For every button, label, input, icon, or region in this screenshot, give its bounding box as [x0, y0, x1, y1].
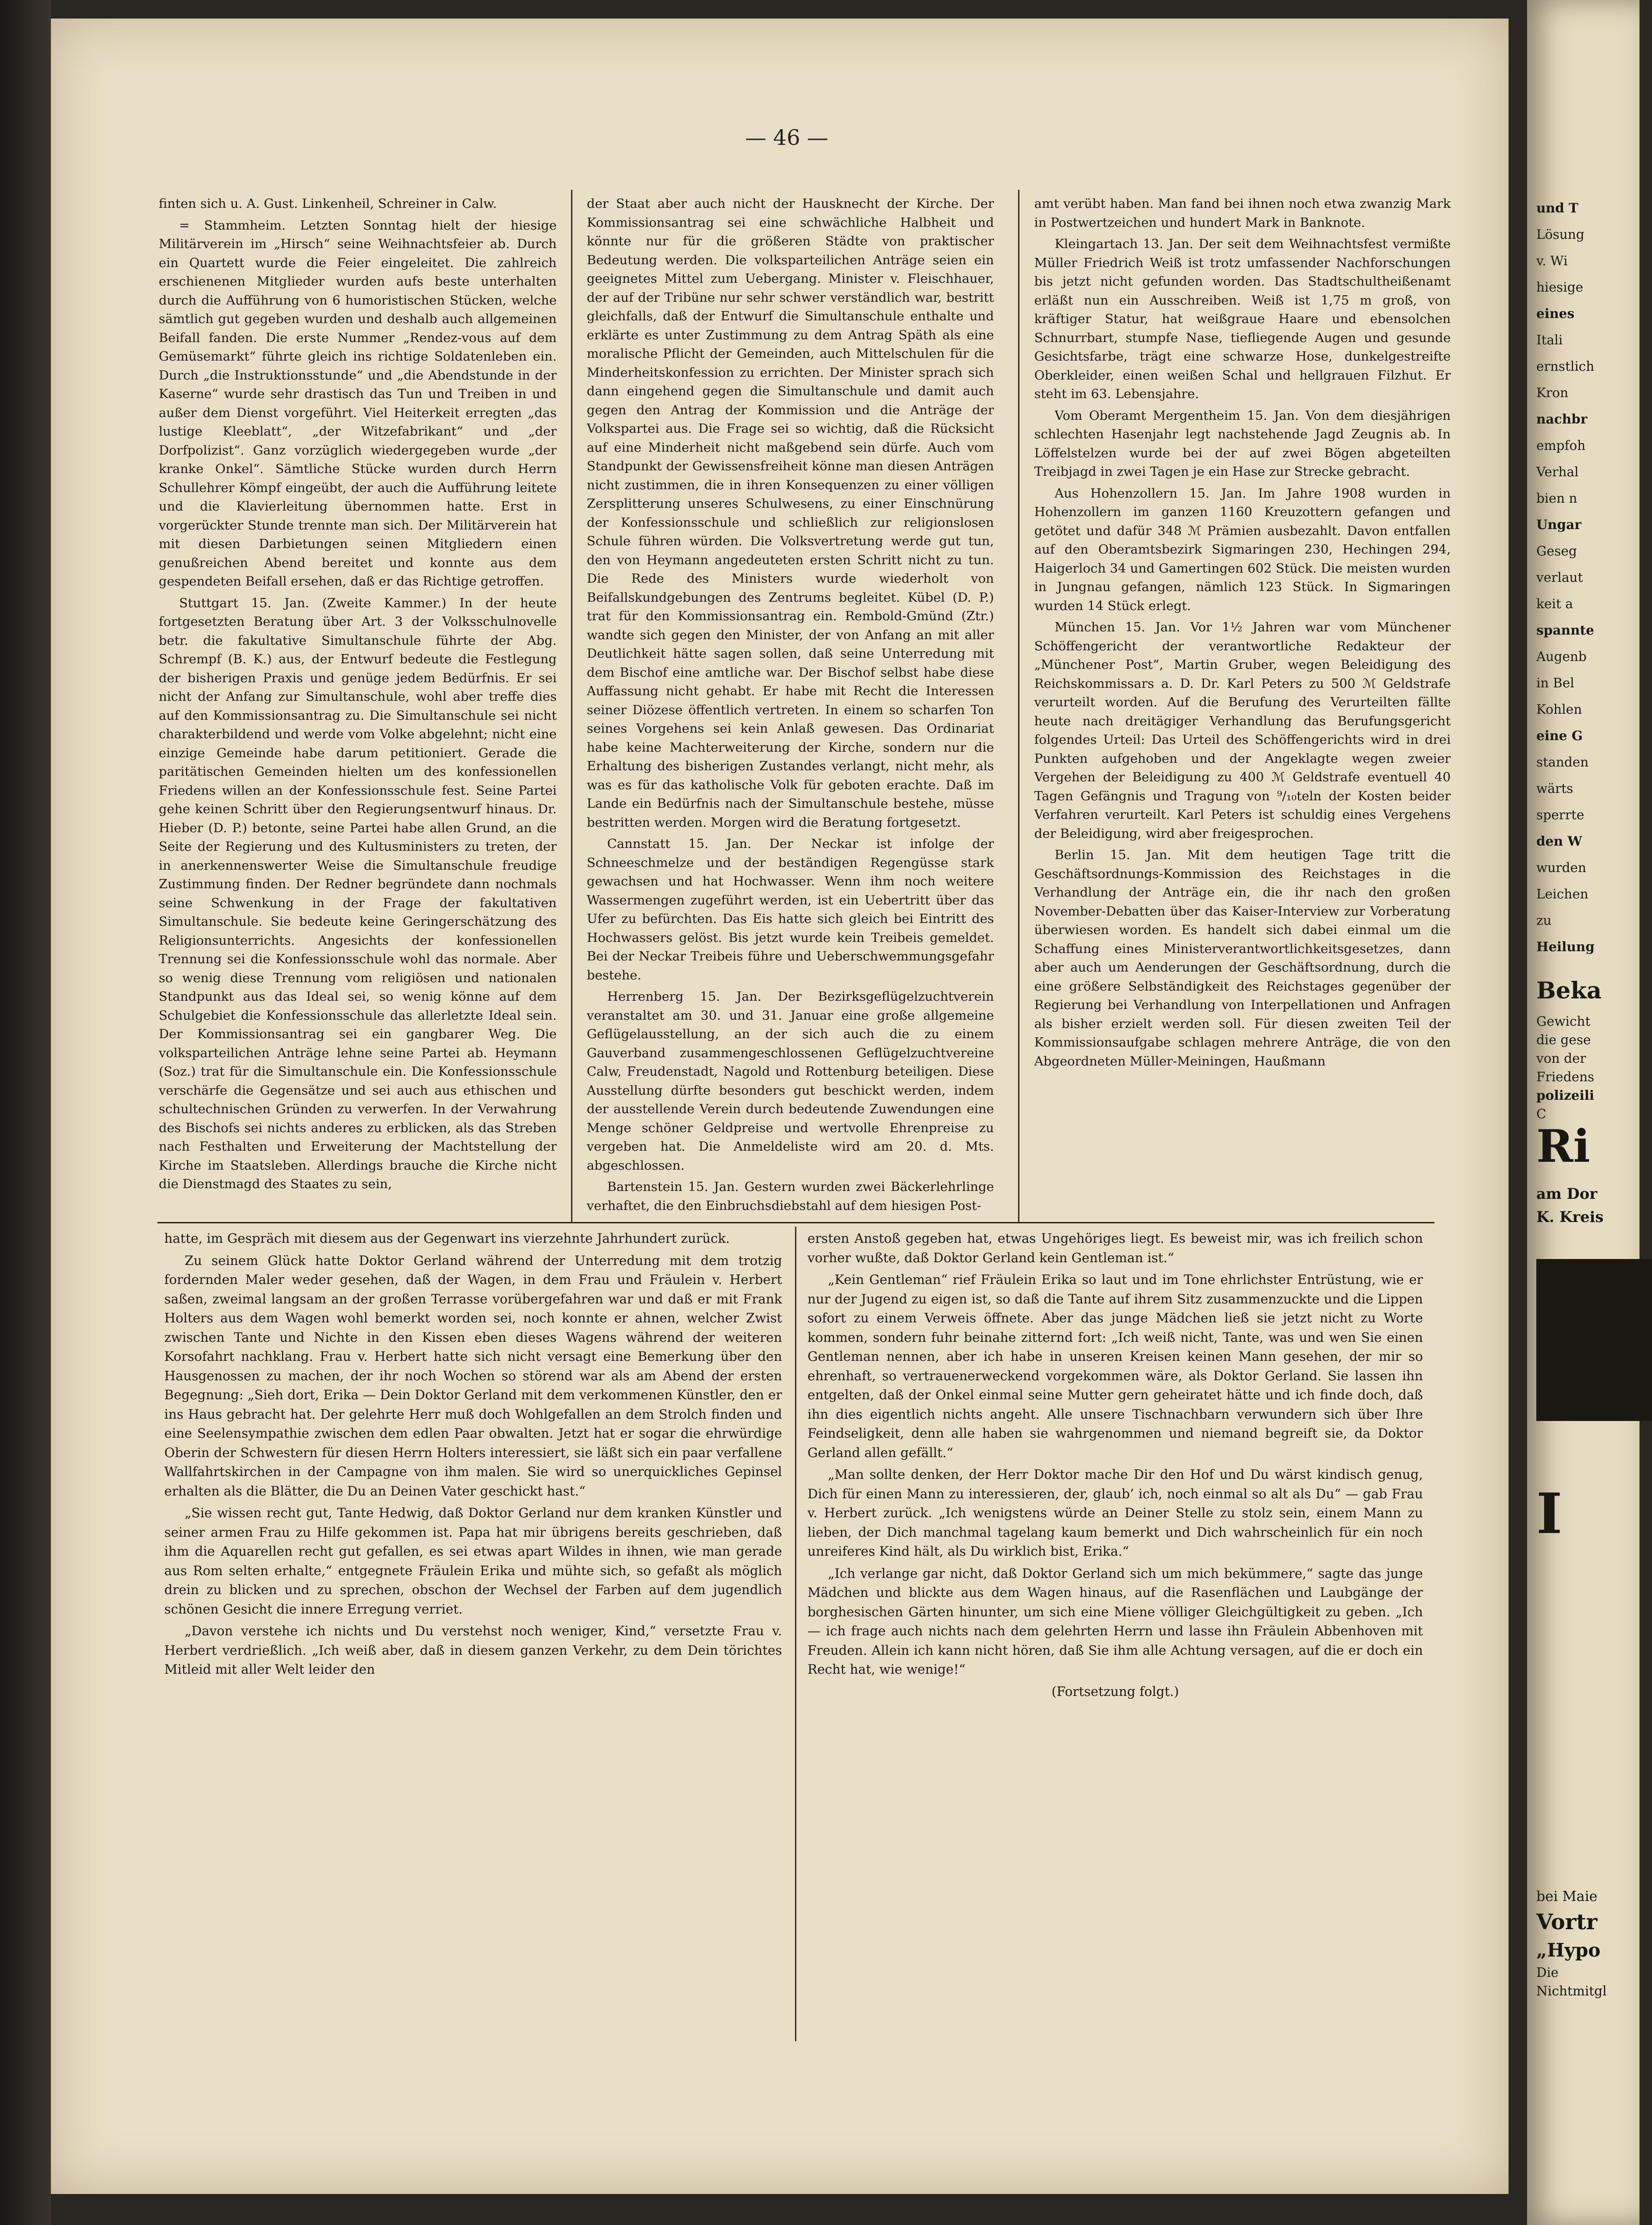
facing-ad-fragment: Vortr: [1536, 1909, 1597, 1934]
article-stuttgart: Stuttgart 15. Jan. (Zweite Kammer.) In der heute fortgesetzten Beratung über Art. 3 der Volksschulnovelle betr. die fakultative Simultanschule führte der Abg. Schrempf (B. K.) aus, der Entwurf bedeute die Festlegung der bisherigen Praxis und genüge jedem Bedürfnis. Er sei nicht der Anfang zur Simultanschule, wohl aber treffe dies auf den Kommissionsantrag zu. Die Simultanschule sei nicht charakterbildend und werde vom Volke abgelehnt; nicht eine einzige Gemeinde habe darum petitioniert. Gerade die paritätischen Gemeinden hielten um des konfessionellen Friedens willen an der Konfessionsschule fest. Seine Partei gehe keinen Schritt über den Regierungsentwurf hinaus. Dr. Hieber (D. P.) betonte, seine Partei habe allen Grund, an die Seite der Regierung und des Kultusministers zu treten, der in anerkennenswerter Weise die Simultanschule freudige Zustimmung finden. Der Redner begründete dann nochmals seine Schwenkung in der Frage der fakultativen Simultanschule. Sie bedeute keine Geringerschätzung des Religionsunterrichts. Angesichts der konfessionellen Trennung sei die Konfessionsschule wohl das normale. Aber so wenig diese Trennung vom religiösen und nationalen Standpunkt aus das Ideal sei, so wenig könne auf dem Schulgebiet die Konfessionsschule das allerletzte Ideal sein. Der Kommissionsantrag sei ein gangbarer Weg. Die volksparteilichen Anträge lehne seine Partei ab. Heymann (Soz.) trat für die Simultanschule ein. Die Konfessionsschule verschärfe die Gegensätze und sei auch aus ethischen und schultechnischen Gründen zu verwerfen. In der Verwahrung des Bischofs sei nichts anderes zu erblicken, als das Streben nach Festhalten und Erweiterung der Machtstellung der Kirche im Staatsleben. Allerdings brauche die Kirche nicht die Dienstmagd des Staates zu sein,: [159, 595, 557, 1191]
article-stammheim: = Stammheim. Letzten Sonntag hielt der hiesige Militärverein im „Hirsch“ seine Weihnachtsfeier ab. Durch ein Quartett wurde die Feier eingeleitet. Die zahlreich erschienenen Mitglieder wurden aufs beste unterhalten durch die Aufführung von 6 humoristischen Stücken, welche sämtlich gut gegeben wurden und deshalb auch allgemeinen Beifall fanden. Die erste Nummer „Rendez-vous auf dem Gemüsemarkt“ führte gleich ins richtige Soldatenleben ein. Durch „die Instruktionsstunde“ und „die Abendstunde in der Kaserne“ wurde sehr drastisch das Tun und Treiben in und außer dem Dienst vorgeführt. Viel Heiterkeit erregten „das lustige Kleeblatt“, „der Witzefabrikant“ und „der Dorfpolizist“. Ganz vorzüglich wiedergegeben wurde „der kranke Onkel“. Sämtliche Stücke wurden durch Herrn Schullehrer Kömpf eingeübt, der auch die Aufführung leitete und die Klavierleitung übernommen hatte. Erst in vorgerückter Stunde trennte man sich. Der Militärverein hat mit diesen Darbietungen seinen Mitgliedern einen genußreichen Abend bereitet und konnte aus dem gespendeten Beifall ersehen, daß er das Richtige getroffen.: [159, 218, 557, 589]
facing-page: [1527, 0, 1640, 2225]
article-mergentheim: Vom Oberamt Mergentheim 15. Jan. Von dem diesjährigen schlechten Hasenjahr legt nachstehende Jagd Zeugnis ab. In Löffelstelzen wurde bei der auf zwei Bögen abgeteilten Treibjagd in zwei Tagen je ein Hase zur Strecke gebracht.: [1034, 408, 1451, 479]
facing-page-line: eines: [1536, 306, 1575, 321]
story-paragraph: hatte, im Gespräch mit diesem aus der Gegenwart ins vierzehnte Jahrhundert zurück.: [164, 1231, 730, 1246]
article-berlin: Berlin 15. Jan. Mit dem heutigen Tage tritt die Geschäftsordnungs-Kommission des Reichstages in die Verhandlung der Anträge ein, die ihr nach den großen November-Debatten über das Kaiser-Interview zur Vorberatung überwiesen worden. Es handelt sich dabei einmal um die Schaffung eines Ministerverantwortlichkeitsgesetzes, dann aber auch um Aenderungen der Geschäftsordnung, durch die eine größere Selbständigkeit des Reichstages gegenüber der Regierung bei Verhandlung von Interpellationen und Anfragen als bisher erzielt werden soll. Für diesen zweiten Teil der Kommissionsaufgabe schlagen mehrere Anträge, die von den Abgeordneten Müller-Meiningen, Haußmann: [1034, 848, 1451, 1069]
facing-page-line: Beka: [1536, 977, 1602, 1004]
facing-page-line: Kohlen: [1536, 702, 1582, 717]
facing-page-line: standen: [1536, 754, 1589, 770]
facing-page-line: verlaut: [1536, 570, 1583, 585]
article-bartenstein: Bartenstein 15. Jan. Gestern wurden zwei Bäckerlehrlinge verhaftet, die den Einbruchsdiebstahl auf dem hiesigen Post-: [587, 1179, 994, 1213]
facing-page-line: Friedens: [1536, 1069, 1595, 1084]
facing-page-line: keit a: [1536, 596, 1573, 611]
article-cannstatt: Cannstatt 15. Jan. Der Neckar ist infolge der Schneeschmelze und der beständigen Regengüsse stark gewachsen und hat Hochwasser. Wenn ihm noch weitere Wassermengen zugeführt werden, ist ein Uebertritt über das Ufer zu befürchten. Das Eis hatte sich gleich bei Eintritt des Hochwassers gelöst. Bis jetzt wurde kein Treibeis gemeldet. Bei der Neckar Treibeis führe und Ueberschwemmungsgefahr bestehe.: [587, 836, 994, 983]
continuation-note: (Fortsetzung folgt.): [1051, 1683, 1179, 1699]
facing-page-line: Leichen: [1536, 886, 1589, 902]
facing-ad-image: [1536, 1259, 1652, 1421]
facing-page-line: und T: [1536, 200, 1578, 216]
facing-page-line: Geseg: [1536, 543, 1577, 559]
book-gutter: [0, 0, 51, 2225]
facing-page-line: den W: [1536, 834, 1582, 849]
facing-page-line: eine G: [1536, 728, 1583, 743]
article-muenchen: München 15. Jan. Vor 1½ Jahren war vom Münchener Schöffengericht der verantwortliche Redakteur der „Münchener Post“, Martin Gruber, wegen Beleidigung des Reichskommissars a. D. Dr. Karl Peters zu 500 ℳ Geldstrafe verurteilt worden. Auf die Berufung des Verurteilten fällte heute nach dreitägiger Verhandlung das Berufungsgericht folgendes Urteil: Das Urteil des Schöffengerichts wird in drei Punkten aufgehoben und der Angeklagte wegen zweier Vergehen der Beleidigung zu 400 ℳ Geldstrafe eventuell 40 Tagen Gefängnis und Tragung von ⁹/₁₀teln der Kosten beider Verfahren verurteilt. Karl Peters ist schuldig eines Vergehens der Beleidigung, wird aber freigesprochen.: [1034, 620, 1451, 841]
facing-page-line: Heilung: [1536, 939, 1595, 954]
column-divider: [571, 190, 572, 1222]
article-paragraph: der Staat aber auch nicht der Hausknecht der Kirche. Der Kommissionsantrag sei eine schwächliche Halbheit und könnte nur für die größeren Städte von praktischer Bedeutung werden. Die volksparteilichen Anträge seien ein geeignetes Mittel zum Uebergang. Minister v. Fleischhauer, der auf der Tribüne nur sehr schwer verständlich war, bestritt gleichfalls, daß der Entwurf die Simultanschule enthalte und erklärte es unter Zustimmung zu dem Antrag Späth als eine moralische Pflicht der Gemeinden, auch Mittelschulen für die Minderheitskonfession zu errichten. Der Minister sprach sich dann eingehend gegen die Simultanschule und damit auch gegen den Antrag der Kommission und die Anträge der Volkspartei aus. Die Frage sei so wichtig, daß die Rücksicht auf eine Minderheit nicht maßgebend sein dürfe. Auch vom Standpunkt der Gewissensfreiheit könne man diesen Anträgen nicht zustimmen, die in ihren Konsequenzen zu einer völligen Zersplitterung unseres Schulwesens, zu einer Einschnürung der Konfessionsschule und schließlich zur religionslosen Schule führen würden. Die Volksvertretung werde gut tun, den von Heymann angedeuteten ersten Schritt nicht zu tun. Die Rede des Ministers wurde wiederholt von Beifallskundgebungen des Zentrums begleitet. Kübel (D. P.) trat für den Kommissionsantrag ein. Rembold-Gmünd (Ztr.) wandte sich gegen den Minister, der von Anfang an mit aller Deutlichkeit hätte sagen sollen, daß seine Unterredung mit dem Bischof eine amtliche war. Der Bischof selbst habe diese Auffassung nicht gehabt. Er habe mit Recht die Interessen seiner Diözese öffentlich vertreten. In einem so scharfen Ton seines Vorgehens sei kein Anlaß gewesen. Das Ordinariat habe keine Machterweiterung der Kirche, sondern nur die Erhaltung des bisherigen Zustandes verlangt, nicht mehr, als was es für das katholische Volk für geboten erachte. Daß im Lande ein Bedürfnis nach der Simultanschule bestehe, müsse bestritten werden. Morgen wird die Beratung fortgesetzt.: [587, 196, 994, 830]
facing-page-line: sperrte: [1536, 807, 1584, 823]
page-number: — 46 —: [745, 125, 828, 150]
facing-page-line: Ungar: [1536, 517, 1582, 532]
story-paragraph: Zu seinem Glück hatte Doktor Gerland während der Unterredung mit dem trotzig fordernden Maler weder gesehen, daß der Wagen, in dem Frau und Fräulein v. Herbert saßen, zweimal langsam an der großen Terrasse vorübergefahren war und daß er mit Frank Holters aus dem Wagen wohl bemerkt worden sei, noch konnte er ahnen, welcher Zwist zwischen Tante und Nichte in den Kissen eben dieses Wagens während der weiteren Korsofahrt nachklang. Frau v. Herbert hatte sich nicht versagt eine Bemerkung über den Hausgenossen zu machen, der ihr noch Wochen so störend war als am Abend der ersten Begegnung: „Sieh dort, Erika — Dein Doktor Gerland mit dem verkommenen Künstler, den er ins Haus gebracht hat. Der gelehrte Herr muß doch Wohlgefallen an dem Strolch finden und eine Seelensympathie zwischen dem edlen Paar obwalten. Jetzt hat er sogar die ehrwürdige Oberin der Schwestern für diesen Herrn Holters interessiert, sie läßt sich ein paar verfallene Wallfahrtskirchen in der Campagne von ihm malen. Sie wird so unerquickliches Gepinsel erhalten als die Blätter, die Du an Deinen Vater geschickt hast.“: [164, 1253, 782, 1499]
story-paragraph: „Man sollte denken, der Herr Doktor mache Dir den Hof und Du wärst kindisch genug, Dich für einen Mann zu interessieren, der, glaub’ ich, noch einmal so alt als Du“ — gab Frau v. Herbert zurück. „Ich wenigstens würde an Deiner Stelle zu stolz sein, einem Mann zu lieben, der Dich manchmal tagelang kaum bemerkt und Dich wahrscheinlich für ein noch unreiferes Kind hält, als Du wirklich bist, Erika.“: [807, 1467, 1423, 1559]
facing-ad-fragment: Nichtmitgl: [1536, 1983, 1607, 1999]
story-paragraph: ersten Anstoß gegeben hat, etwas Ungehöriges liegt. Es beweist mir, was ich freilich schon vorher wußte, daß Doktor Gerland kein Gentleman ist.“: [807, 1231, 1423, 1265]
story-paragraph: „Ich verlange gar nicht, daß Doktor Gerland sich um mich bekümmere,“ sagte das junge Mädchen und blickte aus dem Wagen hinaus, auf die Rasenflächen und Laubgänge der borghesischen Gärten hinunter, um sich eine Miene völliger Gleichgültigkeit zu geben. „Ich — ich frage auch nichts nach dem gelehrten Herrn und lasse ihn Fräulein Abbenhoven mit Freuden. Allein ich kann nicht hören, daß Sie ihm alle Achtung versagen, auf die er doch ein Recht hat, wie wenige!“: [807, 1565, 1423, 1677]
facing-page-line: ernstlich: [1536, 359, 1595, 374]
facing-page-line: spannte: [1536, 623, 1594, 638]
facing-ad-fragment: bei Maie: [1536, 1888, 1598, 1905]
facing-page-line: Gewicht: [1536, 1014, 1590, 1029]
facing-page-line: Augenb: [1536, 649, 1587, 664]
facing-page-line: hiesige: [1536, 280, 1584, 295]
column-3: [1034, 194, 1451, 1190]
column-2: [587, 194, 994, 1213]
facing-ad-fragment: am Dor: [1536, 1185, 1597, 1203]
story-paragraph: „Sie wissen recht gut, Tante Hedwig, daß Doktor Gerland nur dem kranken Künstler und seiner armen Frau zu Hilfe gekommen ist. Papa hat mir übrigens bereits geschrieben, daß ihm die Aquarellen recht gut gefallen, es sei etwas apart Wildes in ihnen, wie man gerade aus Rom selten erhalte,“ entgegnete Fräulein Erika und mühte sich, so gefaßt als möglich drein zu blicken und zu sprechen, obschon der Wechsel der Farben auf dem jugendlich schönen Gesicht die innere Erregung verriet.: [164, 1505, 782, 1617]
facing-page-line: empfoh: [1536, 438, 1586, 453]
facing-ad-fragment: „Hypo: [1536, 1939, 1601, 1961]
story-paragraph: „Davon verstehe ich nichts und Du verstehst noch weniger, Kind,“ versetzte Frau v. Herbert verdrießlich. „Ich weiß aber, daß in diesem ganzen Verkehr, zu dem Dein törichtes Mitleid mit aller Welt leider den: [164, 1623, 782, 1677]
facing-page-line: die gese: [1536, 1032, 1591, 1047]
facing-page-line: Verhal: [1536, 464, 1579, 480]
facing-page-line: wurden: [1536, 860, 1586, 875]
facing-ad-fragment: Ri: [1536, 1120, 1590, 1172]
facing-page-line: von der: [1536, 1051, 1586, 1066]
facing-page-line: wärts: [1536, 781, 1573, 796]
feuilleton-divider: [157, 1222, 1435, 1223]
facing-ad-fragment: Die: [1536, 1965, 1559, 1980]
facing-page-line: polizeili: [1536, 1088, 1595, 1103]
facing-page-line: v. Wi: [1536, 253, 1568, 268]
serial-story-right: [807, 1229, 1423, 2039]
article-hohenzollern: Aus Hohenzollern 15. Jan. Im Jahre 1908 wurden in Hohenzollern im ganzen 1160 Kreuzottern gefangen und getötet und dafür 348 ℳ Prämien ausbezahlt. Davon entfallen auf den Oberamtsbezirk Sigmaringen 230, Hechingen 294, Haigerloch 34 und Gamertingen 602 Stück. Die meisten wurden in Jungnau gefangen, nämlich 123 Stück. In Sigmaringen wurden 14 Stück erlegt.: [1034, 486, 1451, 613]
column-divider: [1018, 190, 1019, 1222]
article-herrenberg: Herrenberg 15. Jan. Der Bezirksgeflügelzuchtverein veranstaltet am 30. und 31. Januar eine große allgemeine Geflügelausstellung, an der sich auch die zu einem Gauverband zusammengeschlossenen Geflügelzuchtvereine Calw, Freudenstadt, Nagold und Rottenburg beteiligen. Diese Ausstellung dürfte besonders gut beschickt werden, indem der ausstellende Verein durch bedeutende Zuwendungen eine Menge schöner Geldpreise und wertvolle Ehrenpreise zu vergeben hat. Die Anmeldeliste wird am 20. d. Mts. abgeschlossen.: [587, 989, 994, 1173]
facing-page-line: C: [1536, 1106, 1546, 1122]
facing-page-line: Lösung: [1536, 227, 1584, 242]
facing-ad-fragment: K. Kreis: [1536, 1208, 1604, 1226]
article-paragraph: amt verübt haben. Man fand bei ihnen noch etwa zwanzig Mark in Postwertzeichen und hundert Mark in Banknote.: [1034, 196, 1451, 230]
serial-story-left: [164, 1229, 782, 2039]
facing-page-line: Kron: [1536, 385, 1569, 400]
facing-page-line: in Bel: [1536, 675, 1574, 691]
column-divider: [795, 1227, 796, 2041]
story-paragraph: „Kein Gentleman“ rief Fräulein Erika so laut und im Tone ehrlichster Entrüstung, wie er nur der Jugend zu eigen ist, so daß die Tante auf ihrem Sitz zusammenzuckte und die Lippen sofort zu einem Verweis öffnete. Aber das junge Mädchen ließ sie jetzt nicht zu Worte kommen, sondern fuhr beinahe zitternd fort: „Ich weiß nicht, Tante, was und wen Sie einen Gentleman nennen, aber ich habe in unseren Kreisen keinen Mann gesehen, der mir so ehrenhaft, so vertrauenerweckend vorgekommen wäre, als Doktor Gerland. Sie lassen ihn entgelten, daß der Onkel einmal seine Mutter gern geheiratet hätte und ich finde doch, daß ihn dies eigentlich nichts angeht. Alle unsere Tischnachbarn verwundern sich über Ihre Feindseligkeit, denn alle haben sie wahrgenommen und niemand begreift sie, da Doktor Gerland allen gefällt.“: [807, 1272, 1423, 1460]
article-kleingartach: Kleingartach 13. Jan. Der seit dem Weihnachtsfest vermißte Müller Friedrich Weiß ist trotz umfassender Nachforschungen bis jetzt nicht gefunden worden. Das Stadtschultheißenamt erläßt nun ein Ausschreiben. Weiß ist 1,75 m groß, von kräftiger Statur, hat weißgraue Haare und ebensolchen Schnurrbart, stumpfe Nase, tiefliegende Augen und gesunde Gesichtsfarbe, trägt eine schwarze Hose, dunkelgestreifte Oberkleider, einen weißen Schal und hellgrauen Filzhut. Er steht im 63. Lebensjahre.: [1034, 237, 1451, 401]
facing-page-line: bien n: [1536, 491, 1577, 506]
column-1: [159, 194, 557, 1222]
facing-page-line: Itali: [1536, 332, 1563, 348]
facing-ad-fragment: I: [1536, 1481, 1563, 1546]
facing-page-line: nachbr: [1536, 411, 1588, 427]
article-paragraph: finten sich u. A. Gust. Linkenheil, Schreiner in Calw.: [159, 196, 497, 211]
facing-page-line: zu: [1536, 913, 1552, 928]
